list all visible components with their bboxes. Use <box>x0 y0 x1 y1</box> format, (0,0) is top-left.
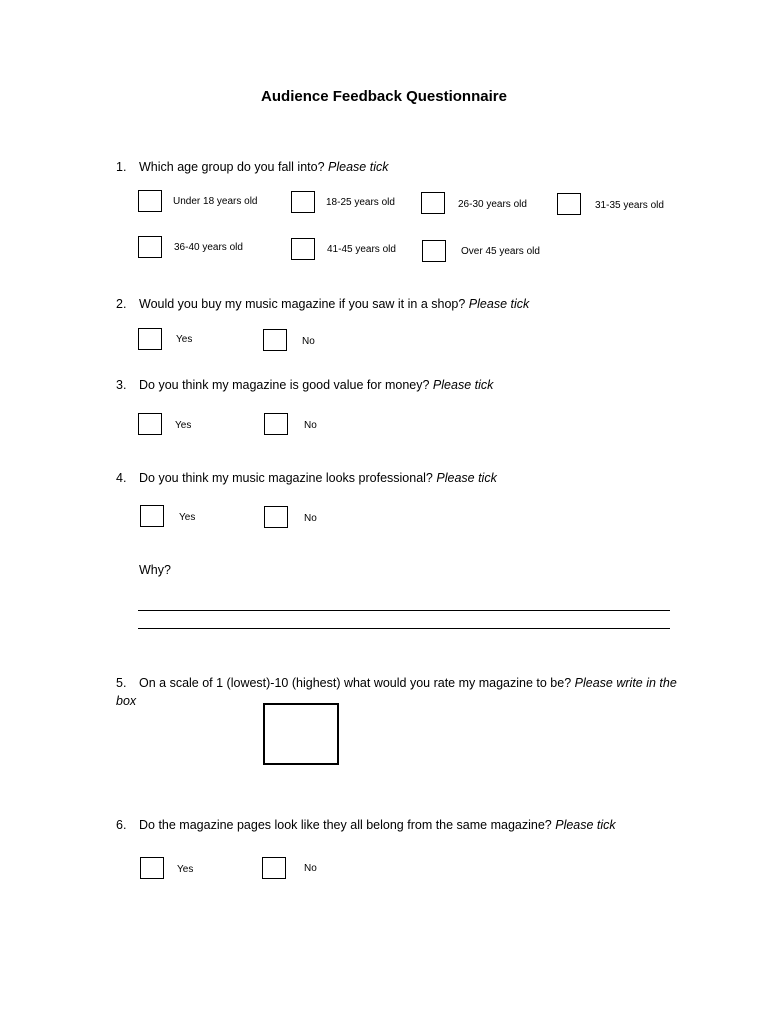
question-4 <box>116 469 686 487</box>
option-label: 26-30 years old <box>458 199 527 210</box>
checkbox-18-25[interactable] <box>291 191 315 213</box>
question-text: Do the magazine pages look like they all belong from the same magazine? <box>139 818 552 832</box>
option-label: Yes <box>179 512 196 523</box>
checkbox-26-30[interactable] <box>421 192 445 214</box>
question-2 <box>116 295 686 313</box>
checkbox-no[interactable] <box>263 329 287 351</box>
question-number: 4. <box>116 471 127 485</box>
question-instruction: Please tick <box>432 378 494 392</box>
question-number: 3. <box>116 378 127 392</box>
page-title: Audience Feedback Questionnaire <box>261 88 507 105</box>
option-label: 31-35 years old <box>595 200 664 211</box>
question-instruction: Please tick <box>555 818 616 832</box>
followup-label: Why? <box>139 563 171 577</box>
option-label: Yes <box>177 864 194 875</box>
question-number: 6. <box>116 818 127 832</box>
question-text: Would you buy my music magazine if you saw it in a shop? <box>139 297 466 311</box>
checkbox-no[interactable] <box>264 413 288 435</box>
question-number: 2. <box>116 297 127 311</box>
question-5 <box>116 674 686 710</box>
option-label: No <box>304 513 317 524</box>
question-instruction: Please tick <box>436 471 497 485</box>
checkbox-41-45[interactable] <box>291 238 315 260</box>
question-1 <box>116 158 686 176</box>
answer-line[interactable] <box>138 628 670 629</box>
checkbox-under-18[interactable] <box>138 190 162 212</box>
question-text: Do you think my music magazine looks professional? <box>139 471 433 485</box>
checkbox-yes[interactable] <box>138 328 162 350</box>
checkbox-31-35[interactable] <box>557 193 581 215</box>
question-instruction: Please tick <box>468 297 530 311</box>
option-label: Over 45 years old <box>461 246 540 257</box>
checkbox-yes[interactable] <box>138 413 162 435</box>
rating-box[interactable] <box>263 703 339 765</box>
question-number: 1. <box>116 160 127 174</box>
option-label: No <box>304 420 317 431</box>
checkbox-36-40[interactable] <box>138 236 162 258</box>
question-3 <box>116 376 686 394</box>
option-label: Yes <box>176 334 193 345</box>
option-label: Under 18 years old <box>173 196 258 207</box>
question-6 <box>116 816 686 834</box>
question-text: On a scale of 1 (lowest)-10 (highest) what would you rate my magazine to be? <box>139 676 572 690</box>
option-label: No <box>304 863 317 874</box>
checkbox-over-45[interactable] <box>422 240 446 262</box>
option-label: 18-25 years old <box>326 197 395 208</box>
checkbox-no[interactable] <box>264 506 288 528</box>
question-number: 5. <box>116 676 127 690</box>
question-text: Do you think my magazine is good value for money? <box>139 378 430 392</box>
answer-line[interactable] <box>138 610 670 611</box>
question-instruction: Please tick <box>328 160 389 174</box>
option-label: Yes <box>175 420 192 431</box>
option-label: 36-40 years old <box>174 242 243 253</box>
checkbox-no[interactable] <box>262 857 286 879</box>
checkbox-yes[interactable] <box>140 505 164 527</box>
option-label: No <box>302 336 315 347</box>
question-text: Which age group do you fall into? <box>139 160 325 174</box>
option-label: 41-45 years old <box>327 244 396 255</box>
question-instruction: Please write in the box <box>116 676 677 708</box>
checkbox-yes[interactable] <box>140 857 164 879</box>
